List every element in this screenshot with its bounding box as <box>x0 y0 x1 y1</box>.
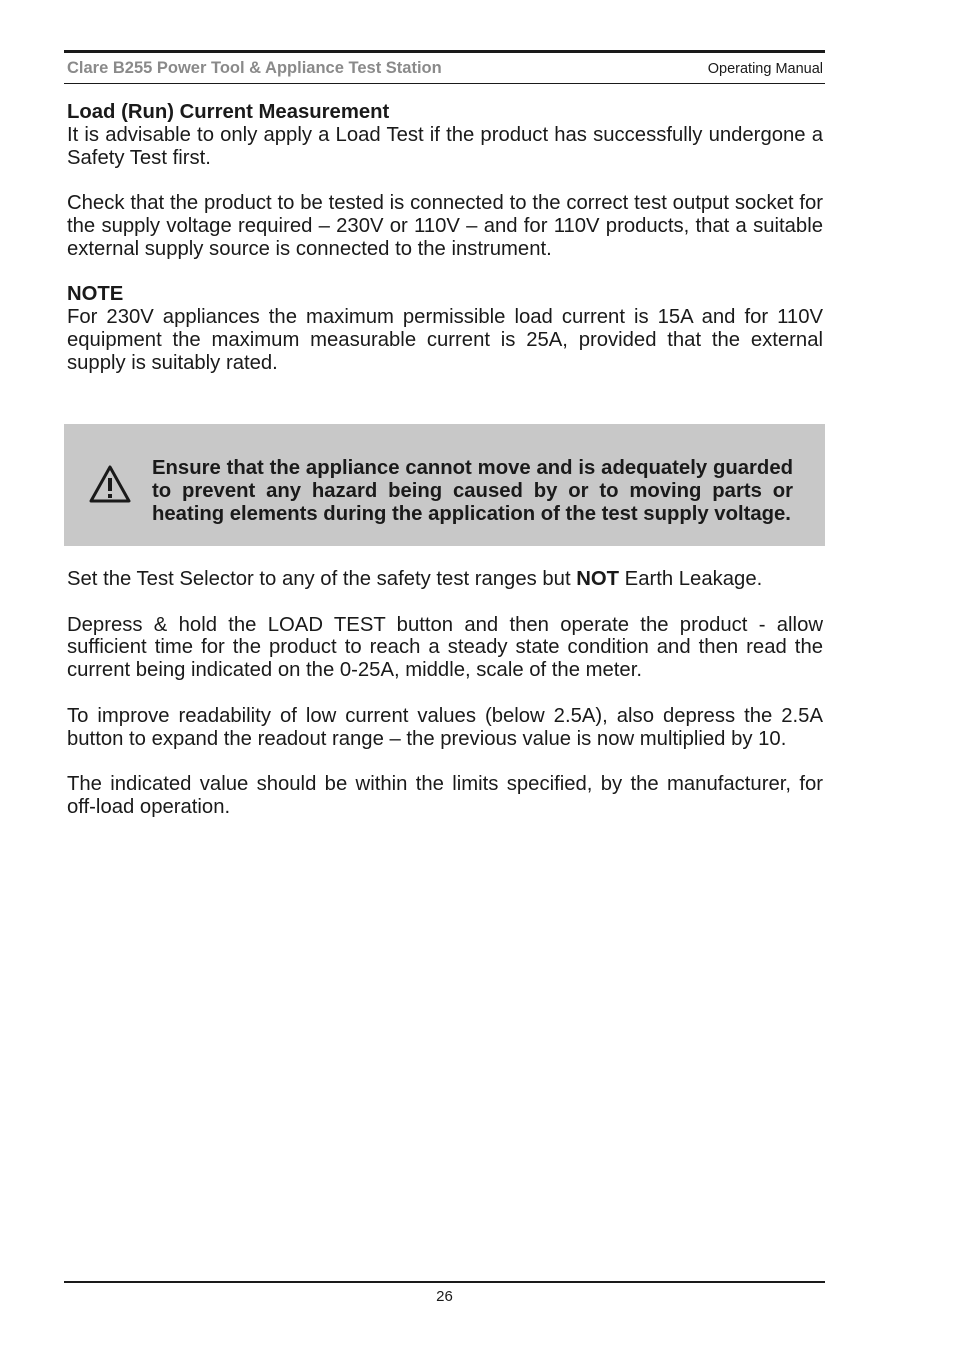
manual-label: Operating Manual <box>707 61 823 77</box>
note-heading: NOTE <box>67 283 124 306</box>
paragraph: The indicated value should be within the limits specified, by the manufacturer, for off-load operation. <box>67 773 823 818</box>
paragraph: To improve readability of low current values (below 2.5A), also depress the 2.5A button to expand the readout range – the previous value is now multiplied by 10. <box>67 704 823 750</box>
warning-text: Ensure that the appliance cannot move and is adequately guarded to prevent any hazard being caused by or to moving parts or heating elements during the application of the test supply voltage. <box>152 457 793 526</box>
page-number: 26 <box>436 1288 453 1305</box>
paragraph: It is advisable to only apply a Load Test if the product has successfully undergone a Safety Test first. <box>67 123 823 169</box>
text-span: Earth Leakage. <box>619 568 763 590</box>
footer-divider <box>64 1281 825 1283</box>
instructions <box>67 568 823 819</box>
text-span: Set the Test Selector to any of the safety test ranges but <box>67 568 577 590</box>
warning-box <box>64 424 825 546</box>
page-header <box>64 50 825 84</box>
paragraph <box>67 568 823 591</box>
document-title: Clare B255 Power Tool & Appliance Test Station <box>67 59 442 77</box>
emphasis-text: NOT <box>576 568 620 590</box>
section-heading: Load (Run) Current Measurement <box>67 101 390 123</box>
paragraph: Check that the product to be tested is connected to the correct test output socket for the supply voltage required – 230V or 110V – and for 110V products, that a suitable external supply source is connected to the instrument. <box>67 192 823 260</box>
paragraph: Depress & hold the LOAD TEST button and then operate the product - allow sufficient time for the product to reach a steady state condition and then read the current being indicated on the 0-25A, middle, scale of the meter. <box>67 613 823 682</box>
main-content <box>67 101 823 375</box>
note-text: For 230V appliances the maximum permissible load current is 15A and for 110V equipment the maximum measurable current is 25A, provided that the external supply is suitably rated. <box>67 306 823 374</box>
warning-triangle-icon <box>88 464 132 504</box>
